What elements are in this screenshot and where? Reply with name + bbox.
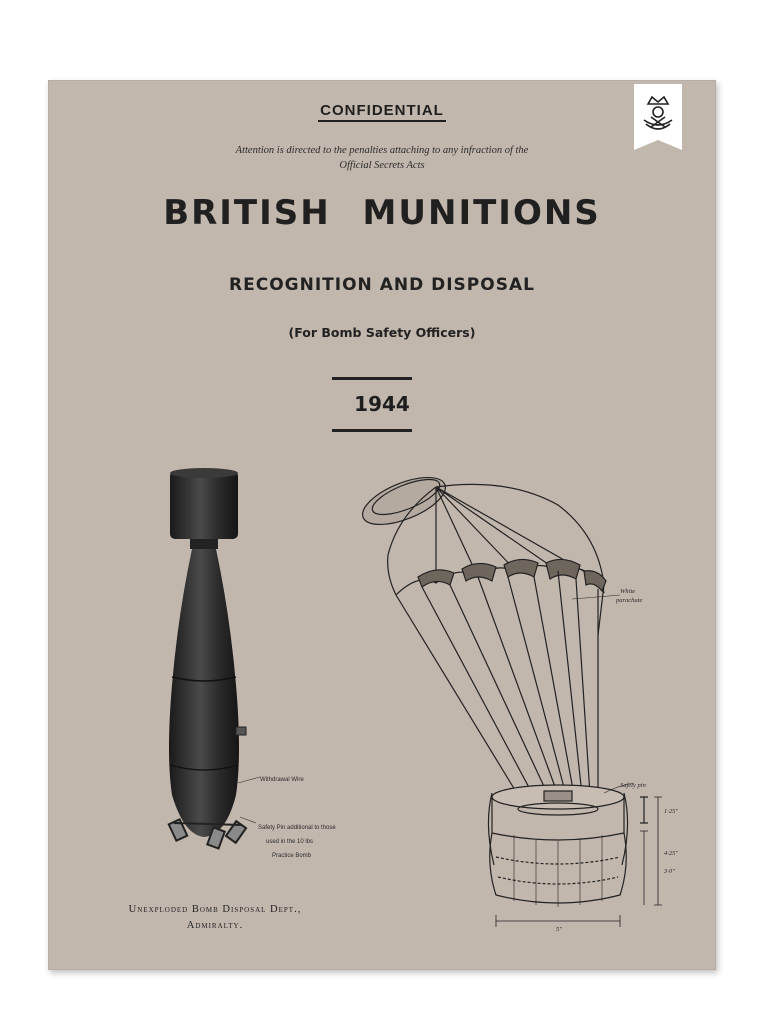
white-parachute-label-2: parachute: [616, 597, 643, 604]
booklet-cover: [48, 80, 716, 970]
safety-pin-label-1: Safety Pin additional to those: [258, 825, 336, 831]
dimension-width: 5": [556, 926, 562, 933]
page-subtitle: RECOGNITION AND DISPOSAL: [229, 275, 535, 295]
department-credit: [120, 902, 310, 934]
classification-text: CONFIDENTIAL: [318, 102, 446, 122]
audience-note: (For Bomb Safety Officers): [288, 325, 476, 340]
parachute-diagram: [358, 465, 708, 933]
dimension-2: 4·25": [664, 850, 679, 857]
safety-pin-label-2: used in the 10 lbs: [266, 839, 314, 845]
withdrawal-wire-label: Withdrawal Wire: [260, 777, 304, 783]
department-line-2: Admiralty.: [186, 920, 244, 931]
page-title: BRITISH MUNITIONS: [163, 193, 601, 233]
bomb-illustration: [148, 465, 368, 875]
dimension-3: 3·0": [664, 868, 675, 875]
classification-heading: [48, 102, 716, 119]
safety-pin-diagram-label: Safety pin: [620, 782, 646, 789]
attention-notice: [48, 143, 716, 173]
white-parachute-label-1: White: [620, 588, 636, 595]
safety-pin-label-3: Practice Bomb: [272, 853, 312, 859]
attention-line-1: Attention is directed to the penalties attaching to any infraction of the: [235, 145, 529, 156]
divider-bottom: [332, 429, 412, 432]
dimension-1: 1·25": [664, 808, 679, 815]
attention-line-2: Official Secrets Acts: [339, 160, 425, 171]
divider-top: [332, 377, 412, 380]
publication-year: 1944: [354, 392, 410, 416]
department-line-1: Unexploded Bomb Disposal Dept.,: [128, 904, 302, 915]
